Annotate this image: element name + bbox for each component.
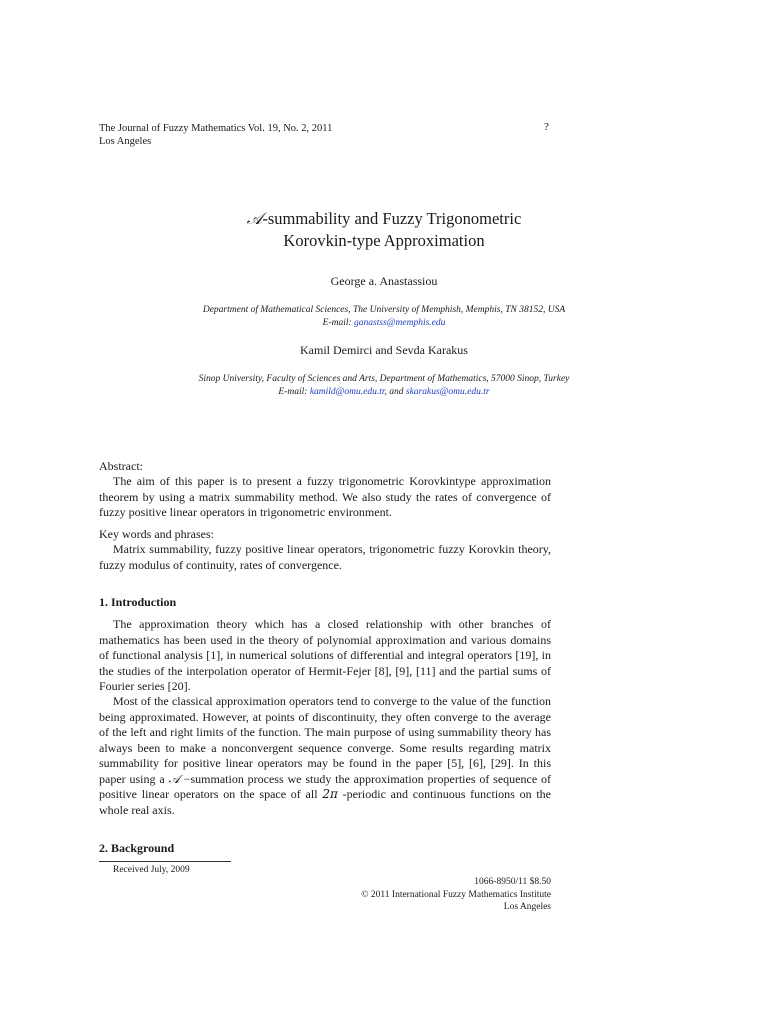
intro-paragraph-1: The approximation theory which has a closed relationship with other branches of mathematics has been used in the theory of polynomial approximation and various domains of functional analysis [1], in numerical solutions of differential and integral operators [19], in the studies of the interpolation operator of Hermit-Fejer [8], [9], [11] and the partial sums of Fourier series [20].	[99, 617, 551, 693]
footer-location: Los Angeles	[503, 902, 551, 912]
email-label: E-mail:	[278, 387, 310, 397]
section-1-heading: 1. Introduction	[99, 595, 177, 609]
paper-title	[0, 208, 768, 252]
journal-location: Los Angeles	[99, 136, 152, 147]
intro-paragraph-2	[99, 694, 551, 818]
email-link-2[interactable]: kamild@omu.edu.tr	[309, 387, 385, 397]
author-1-affiliation	[0, 304, 768, 330]
footer-block	[300, 876, 551, 914]
keywords-text: Matrix summability, fuzzy positive linear operators, trigonometric fuzzy Korovkin theory, fuzzy modulus of continuity, rates of convergence.	[99, 542, 551, 572]
title-line-1	[0, 208, 768, 230]
journal-header	[99, 122, 332, 148]
affiliation-2-text: Sinop University, Faculty of Sciences and Arts, Department of Mathematics, 57000 Sinop, Turkey	[198, 374, 570, 384]
abstract-label: Abstract:	[99, 459, 143, 473]
page-number: ?	[544, 121, 549, 133]
title-line-2: Korovkin-type Approximation	[283, 231, 485, 250]
copyright-line: © 2011 International Fuzzy Mathematics Institute	[361, 889, 551, 900]
title-line-1-text: -summability and Fuzzy Trigonometric	[262, 209, 522, 228]
author-1-name: George a. Anastassiou	[330, 274, 438, 288]
author-2-names: Kamil Demirci and Sevda Karakus	[300, 343, 468, 357]
para2-text-c: -periodic and continuous functions on the whole real axis.	[99, 787, 552, 817]
keywords-label: Key words and phrases:	[99, 527, 214, 541]
email-separator: , and	[384, 387, 406, 397]
footnote-rule	[99, 861, 231, 862]
para2-math-A: 𝒜	[168, 771, 180, 786]
affiliation-1-text: Department of Mathematical Sciences, The University of Memphish, Memphis, TN 38152, USA	[202, 305, 566, 315]
email-label: E-mail:	[322, 318, 355, 328]
abstract-text: The aim of this paper is to present a fuzzy trigonometric Korovkintype approximation theorem by using a matrix summability method. We also study the rates of convergence of fuzzy positive linear operators in trigonometric environment.	[99, 474, 551, 519]
email-link-3[interactable]: skarakus@omu.edu.tr	[405, 387, 490, 397]
email-1-line	[0, 317, 768, 330]
title-symbol: 𝒜	[246, 209, 263, 228]
section-2-heading: 2. Background	[99, 841, 175, 855]
email-2-line	[0, 386, 768, 399]
para2-math-2pi: 2π	[322, 787, 338, 801]
issn-price: 1066-8950/11 $8.50	[474, 877, 551, 887]
journal-line: The Journal of Fuzzy Mathematics Vol. 19, No. 2, 2011	[99, 123, 333, 134]
received-date: Received July, 2009	[113, 865, 190, 875]
author-2-affiliation	[0, 373, 768, 399]
email-link-1[interactable]: ganastss@memphis.edu	[354, 318, 446, 328]
para2-text-b: −summation process we study the approximation properties of sequence of positive linear operators on the space of all	[99, 771, 551, 801]
para2-text-a: Most of the classical approximation operators tend to converge to the value of the function being approximated. However, at points of discontinuity, they often converge to the average of the left and right limits of the function. The main purpose of using summability theory has always been to make a nonconvergent sequence converge. Some results regarding matrix summability for positive linear operators may be found in the paper [5], [6], [29]. In this paper using a	[99, 694, 551, 786]
